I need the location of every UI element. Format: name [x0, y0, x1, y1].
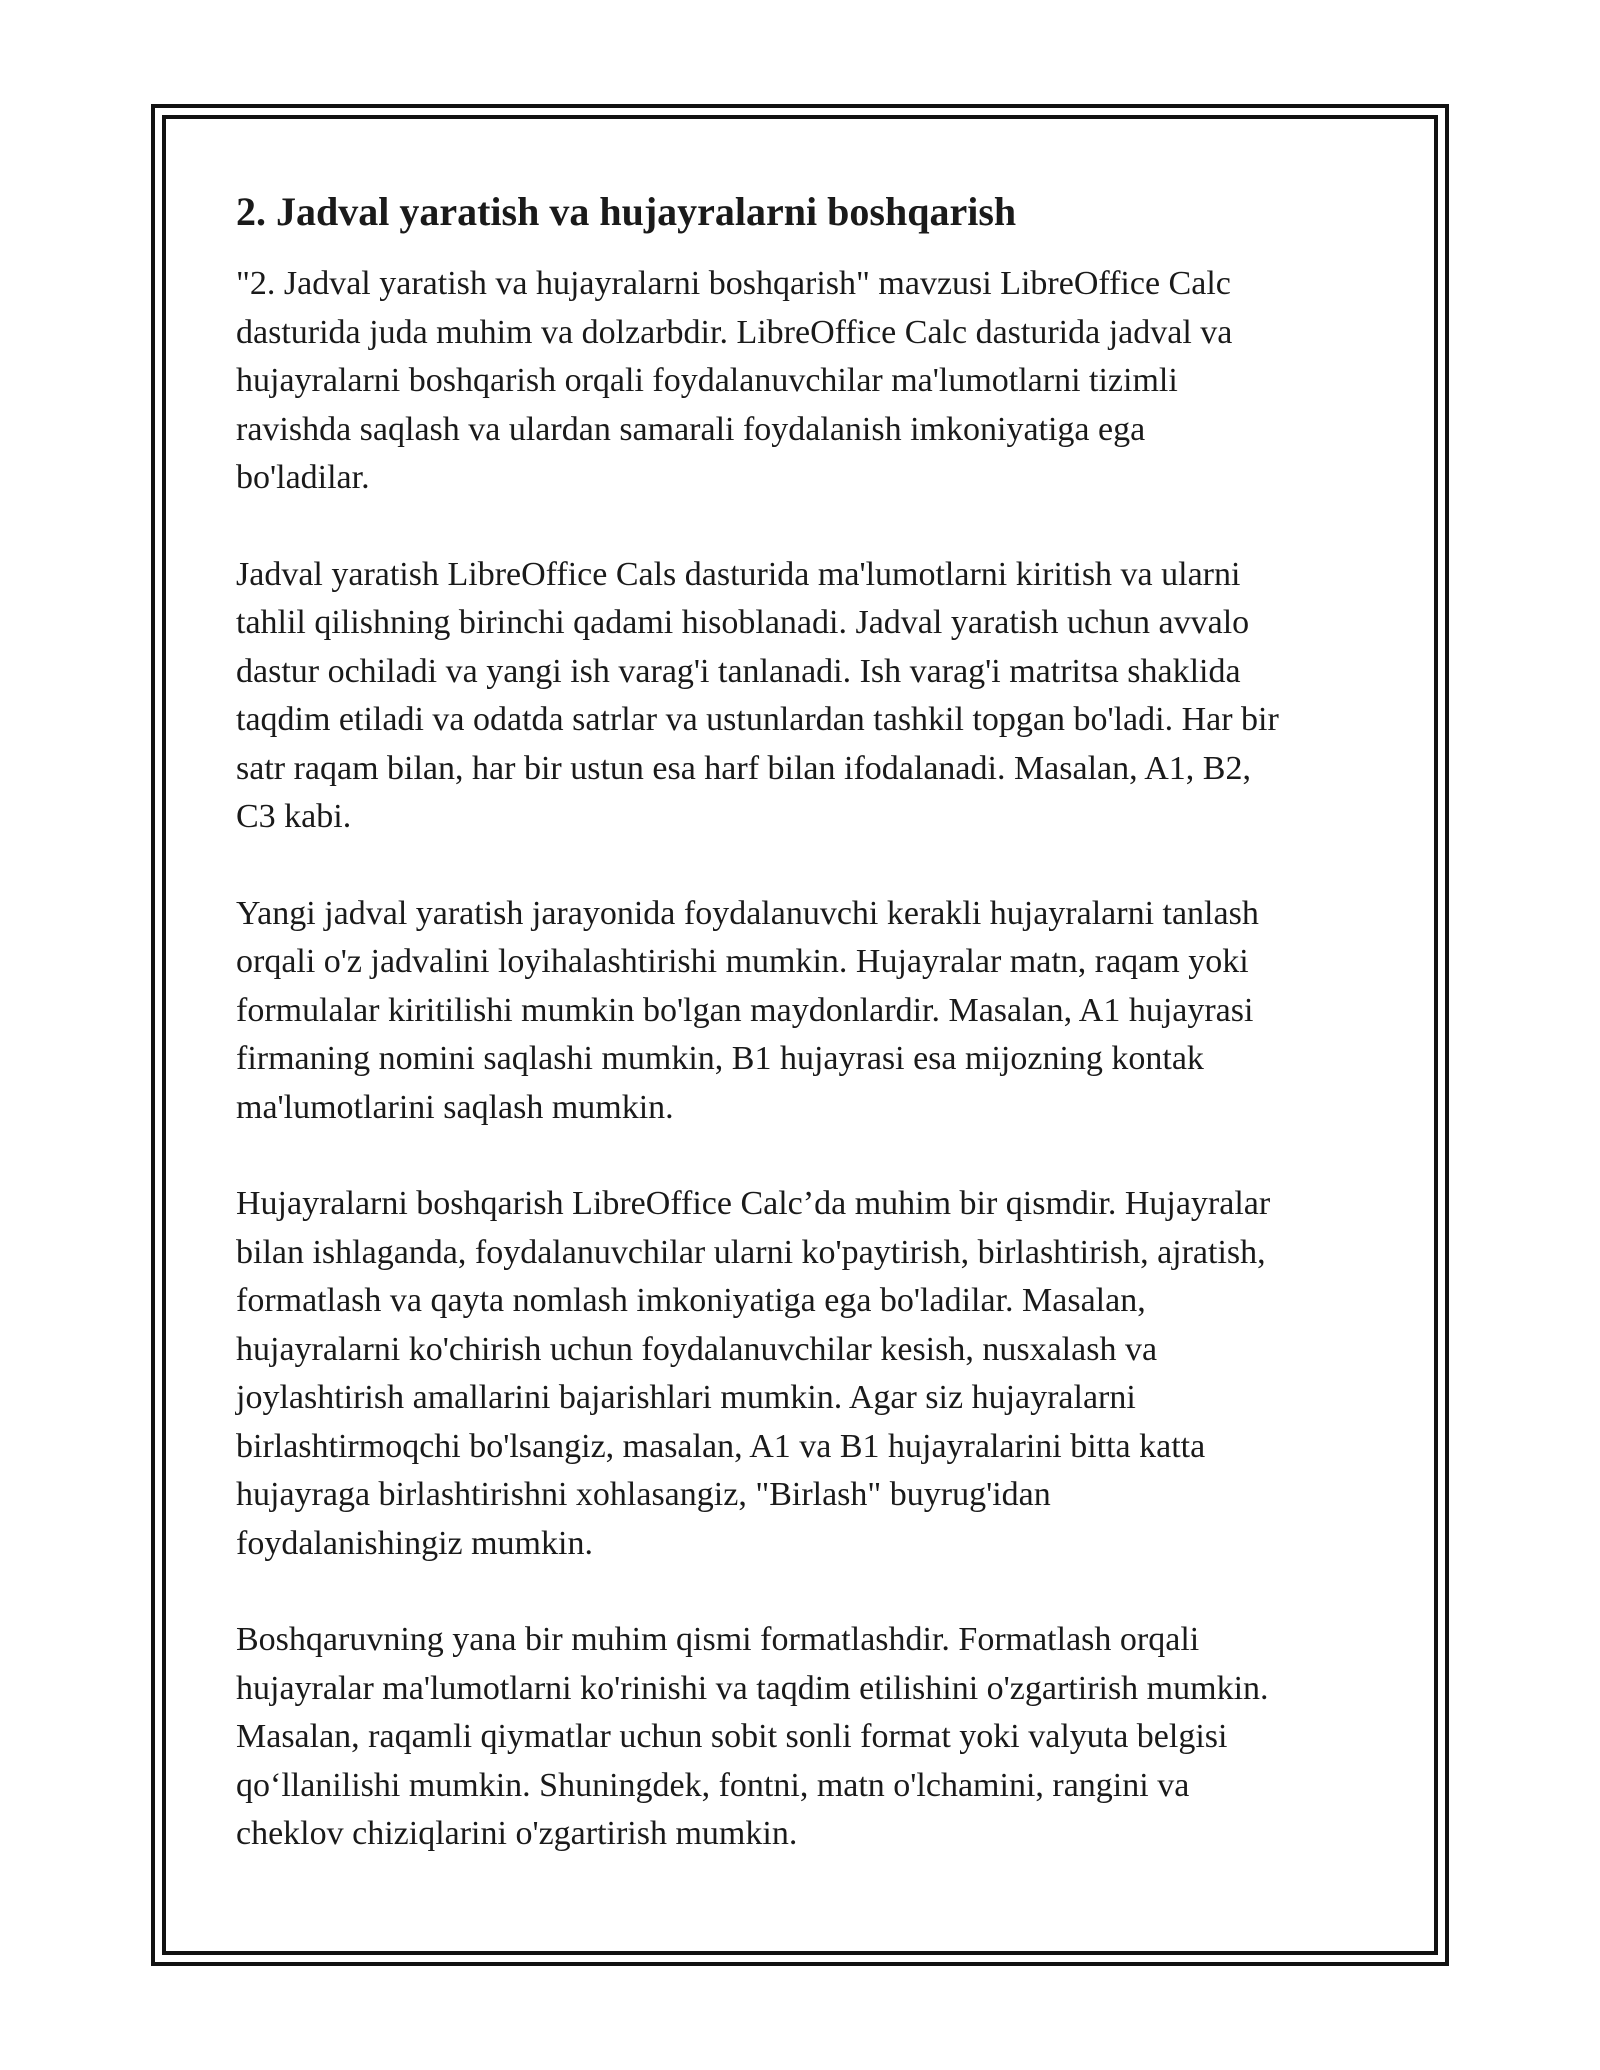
paragraph-new-table: Yangi jadval yaratish jarayonida foydalanuvchi kerakli hujayralarni tanlash orqali o'z jadvalini loyihalashtirishi mumkin. Hujayralar matn, raqam yoki formulalar kiritilishi mumkin bo'lgan maydonlardir. Masalan, A1 hujayrasi firmaning nomini saqlashi mumkin, B1 hujayrasi esa mijozning kontak ma'lumotlarini saqlash mumkin.	[236, 894, 1259, 1126]
paragraph-intro: "2. Jadval yaratish va hujayralarni boshqarish" mavzusi LibreOffice Calc dasturida juda muhim va dolzarbdir. LibreOffice Calc dasturida jadval va hujayralarni boshqarish orqali foydalanuvchilar ma'lumotlarni tizimli ravishda saqlash va ulardan samarali foydalanish imkoniyatiga ega bo'ladilar.	[236, 265, 1233, 496]
section-heading: 2. Jadval yaratish va hujayralarni boshqarish	[236, 189, 1017, 234]
document-body	[236, 186, 1366, 1907]
paragraph-table-creation: Jadval yaratish LibreOffice Cals dasturida ma'lumotlarni kiritish va ularni tahlil qilishning birinchi qadami hisoblanadi. Jadval yaratish uchun avvalo dastur ochiladi va yangi ish varag'i tanlanadi. Ish varag'i matritsa shaklida taqdim etiladi va odatda satrlar va ustunlardan tashkil topgan bo'ladi. Har bir satr raqam bilan, har bir ustun esa harf bilan ifodalanadi. Masalan, A1, B2, C3 kabi.	[236, 555, 1279, 835]
paragraph-cell-management: Hujayralarni boshqarish LibreOffice Calc’da muhim bir qismdir. Hujayralar bilan ishlaganda, foydalanuvchilar ularni ko'paytirish, birlashtirish, ajratish, formatlash va qayta nomlash imkoniyatiga ega bo'ladilar. Masalan, hujayralarni ko'chirish uchun foydalanuvchilar kesish, nusxalash va joylashtirish amallarini bajarishlari mumkin. Agar siz hujayralarni birlashtirmoqchi bo'lsangiz, masalan, A1 va B1 hujayralarini bitta katta hujayraga birlashtirishni xohlasangiz, "Birlash" buyrug'idan foydalanishingiz mumkin.	[236, 1185, 1271, 1562]
paragraph-formatting: Boshqaruvning yana bir muhim qismi formatlashdir. Formatlash orqali hujayralar ma'lumotlarni ko'rinishi va taqdim etilishini o'zgartirish mumkin. Masalan, raqamli qiymatlar uchun sobit sonli format yoki valyuta belgisi qo‘llanilishi mumkin. Shuningdek, fontni, matn o'lchamini, rangini va cheklov chiziqlarini o'zgartirish mumkin.	[236, 1621, 1269, 1852]
